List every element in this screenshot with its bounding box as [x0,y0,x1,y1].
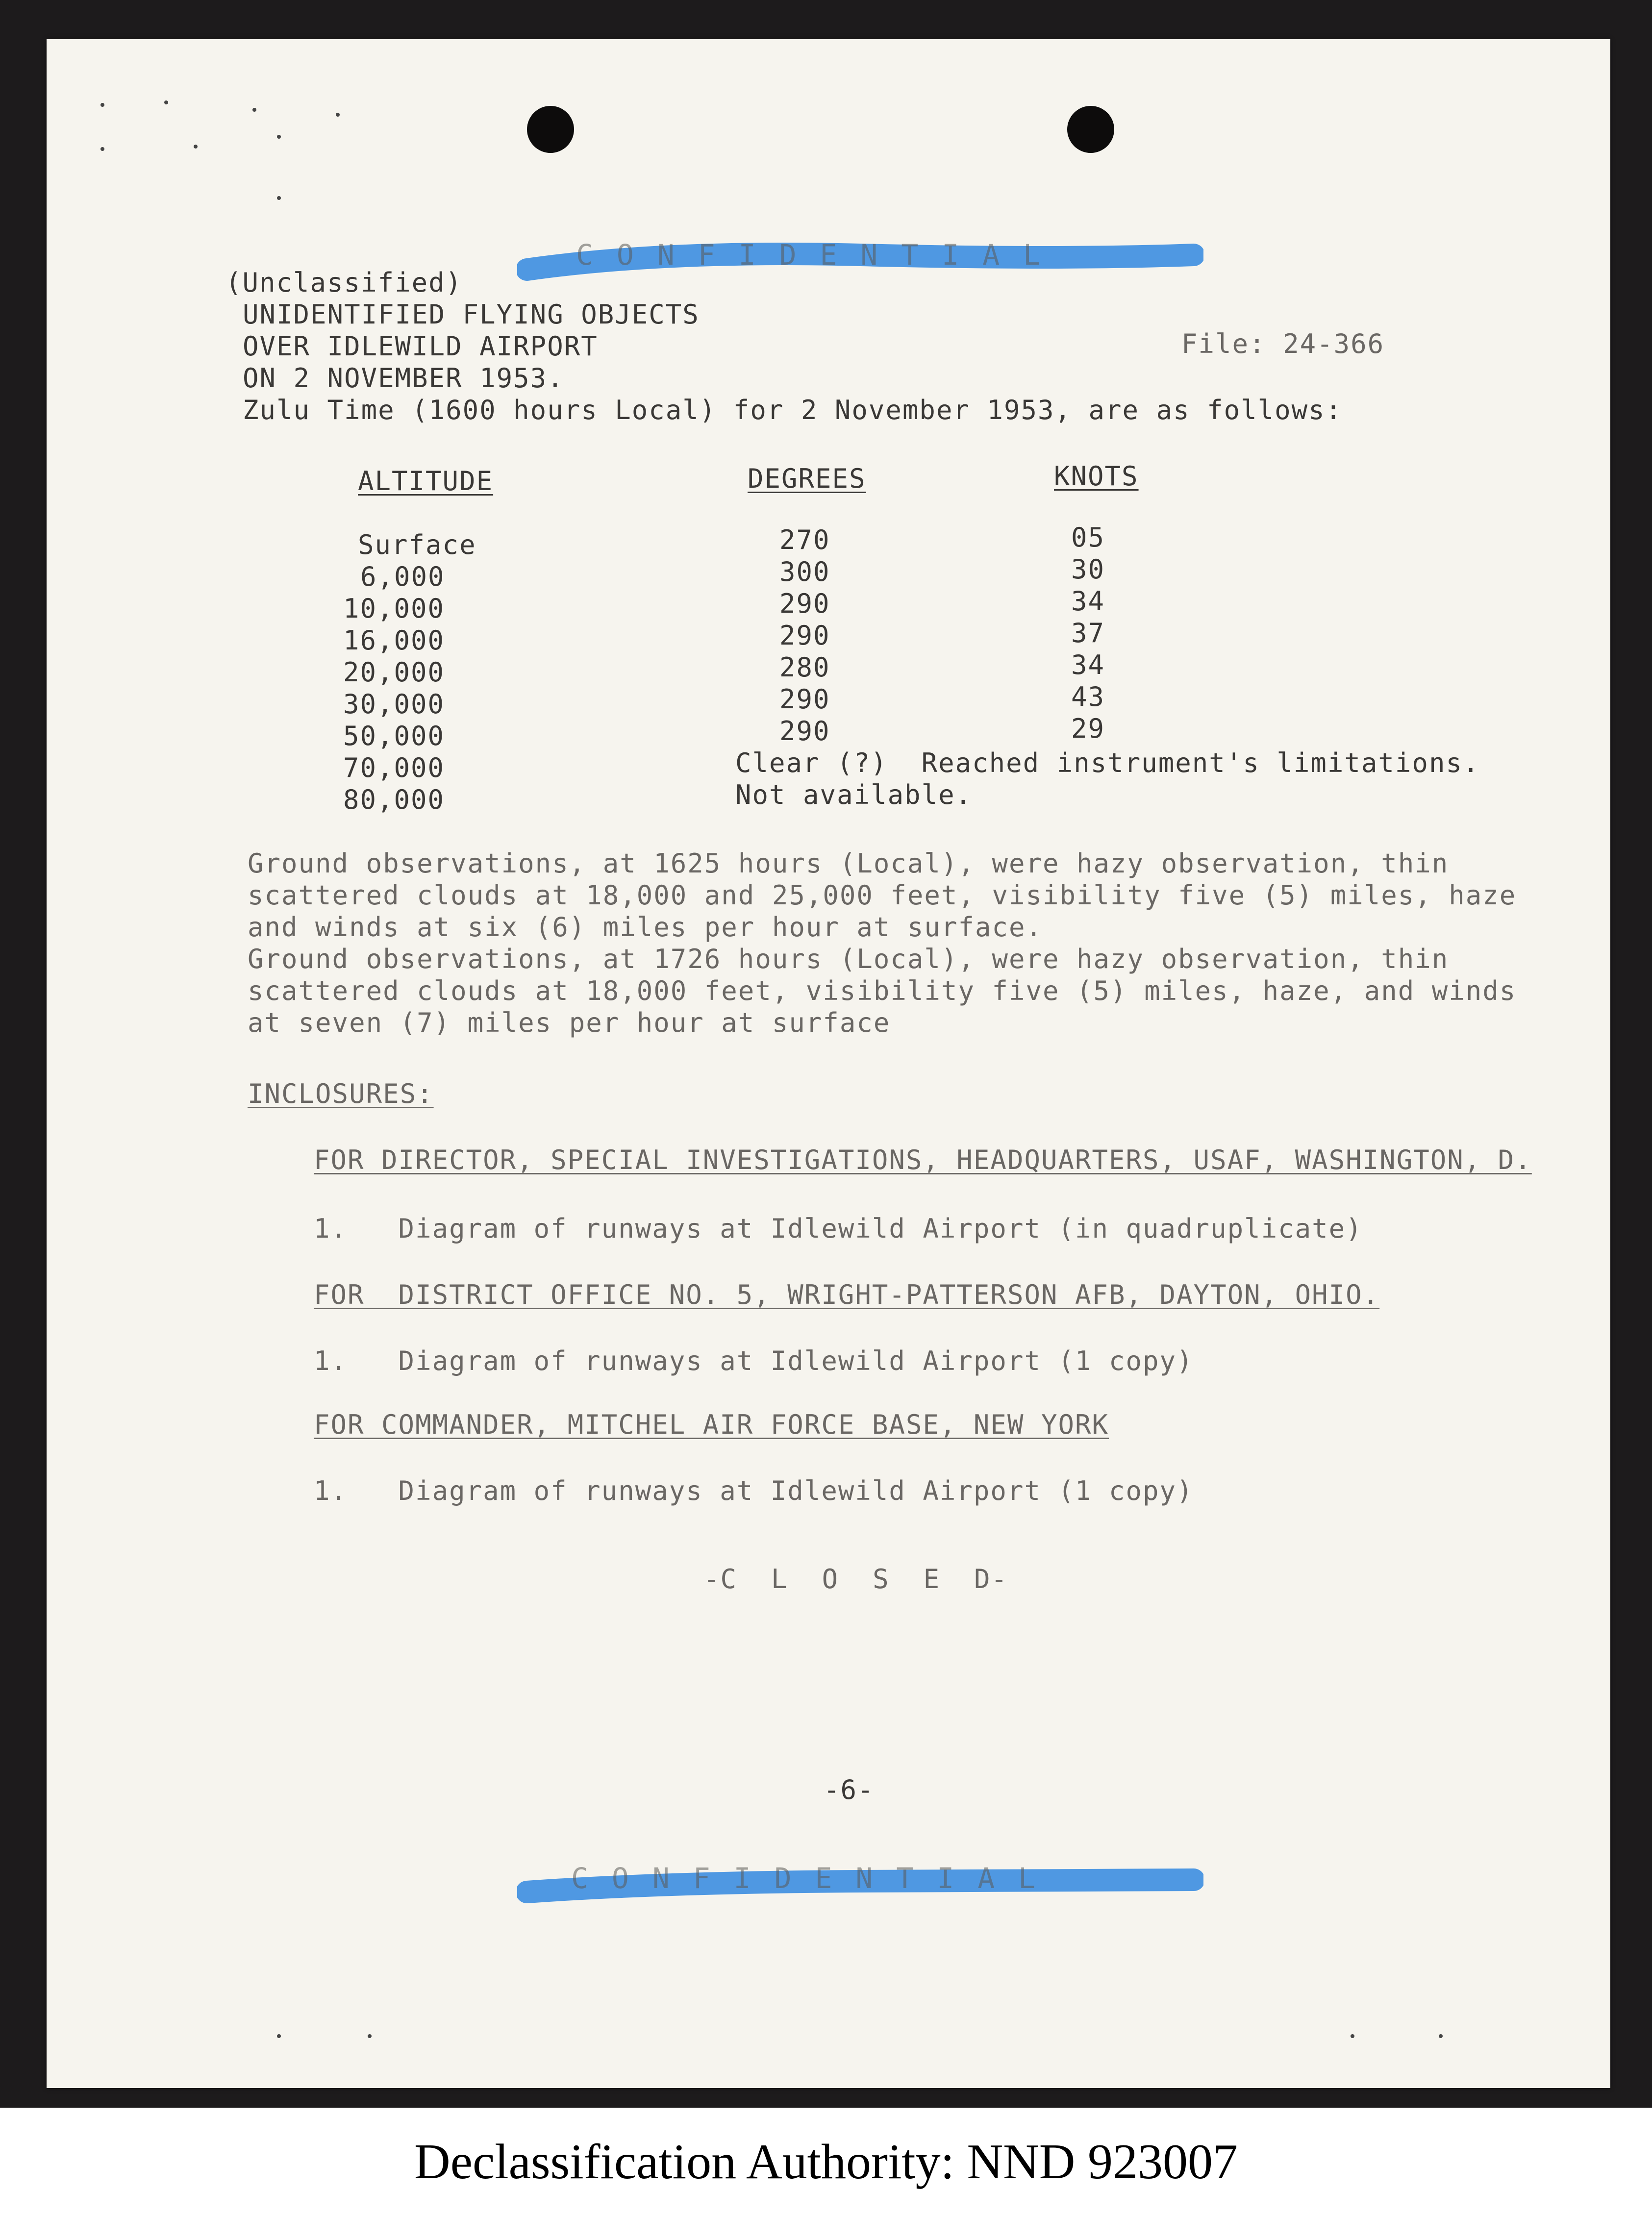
punch-hole [1067,106,1114,153]
header-degrees: DEGREES [748,463,866,494]
inclosure-recipient: FOR DIRECTOR, SPECIAL INVESTIGATIONS, HEADQUARTERS, USAF, WASHINGTON, D. [314,1145,1532,1175]
confidential-stamp-bottom [517,1853,1203,1917]
observation-line: Ground observations, at 1625 hours (Local), were hazy observation, thin [248,848,1449,879]
altitude-cell: 30,000 [343,689,445,720]
paper-speck [164,100,168,104]
knots-cell: 43 [1071,681,1105,712]
altitude-cell: 70,000 [343,752,445,783]
paper-speck [277,196,281,200]
degrees-cell: 270 [779,524,830,555]
knots-cell: 30 [1071,554,1105,585]
subject-line-1: UNIDENTIFIED FLYING OBJECTS [243,299,700,330]
degrees-cell: 300 [779,556,830,587]
inclosure-item: 1. Diagram of runways at Idlewild Airport (1 copy) [314,1475,1194,1506]
paper-speck [100,103,104,107]
degrees-cell: 280 [779,652,830,683]
header-altitude: ALTITUDE [358,466,494,497]
closed-marker: -C L O S E D- [703,1564,1008,1594]
altitude-cell: 80,000 [343,784,445,815]
observation-line: at seven (7) miles per hour at surface [248,1007,891,1038]
classification-label: (Unclassified) [225,267,463,298]
document-page [47,39,1610,2088]
intro-line: Zulu Time (1600 hours Local) for 2 November 1953, are as follows: [243,395,1343,425]
observation-line: Ground observations, at 1726 hours (Local), were hazy observation, thin [248,944,1449,974]
observation-line: scattered clouds at 18,000 feet, visibility five (5) miles, haze, and winds [248,975,1517,1006]
observation-line: and winds at six (6) miles per hour at surface. [248,912,1043,943]
knots-cell: 37 [1071,618,1105,648]
file-number: File: 24-366 [1181,328,1385,359]
altitude-cell: Surface [358,529,476,560]
knots-cell: 34 [1071,649,1105,680]
punch-hole [527,106,574,153]
paper-speck [277,2034,281,2038]
paper-speck [252,108,256,112]
paper-speck [1439,2034,1443,2038]
remark-cell: Not available. [735,779,973,810]
degrees-cell: 290 [779,684,830,715]
page-number: -6- [824,1774,875,1805]
observation-line: scattered clouds at 18,000 and 25,000 feet, visibility five (5) miles, haze [248,880,1517,911]
inclosure-recipient: FOR COMMANDER, MITCHEL AIR FORCE BASE, NEW YORK [314,1409,1109,1440]
paper-speck [368,2034,372,2038]
altitude-cell: 10,000 [343,593,445,624]
stamp-text-bottom: CONFIDENTIAL [571,1862,1059,1895]
degrees-cell: 290 [779,620,830,651]
confidential-stamp-top [517,230,1203,294]
declassification-authority: Declassification Authority: NND 923007 [414,2134,1238,2190]
inclosure-recipient: FOR DISTRICT OFFICE NO. 5, WRIGHT-PATTERSON AFB, DAYTON, OHIO. [314,1279,1380,1310]
subject-line-2: OVER IDLEWILD AIRPORT [243,331,598,362]
knots-cell: 05 [1071,522,1105,553]
knots-cell: 34 [1071,586,1105,617]
header-knots: KNOTS [1054,461,1139,492]
altitude-cell: 50,000 [343,721,445,751]
footer-band [0,2108,1652,2216]
remark-cell: Clear (?) Reached instrument's limitations. [735,747,1480,778]
paper-speck [277,135,281,139]
altitude-cell: 20,000 [343,657,445,688]
altitude-cell: 6,000 [360,561,445,592]
inclosure-item: 1. Diagram of runways at Idlewild Airport (1 copy) [314,1345,1194,1376]
inclosures-heading: INCLOSURES: [248,1078,434,1109]
paper-speck [1351,2034,1354,2038]
paper-speck [336,113,340,117]
subject-line-3: ON 2 NOVEMBER 1953. [243,363,564,394]
degrees-cell: 290 [779,588,830,619]
knots-cell: 29 [1071,713,1105,744]
altitude-cell: 16,000 [343,625,445,656]
paper-speck [100,147,104,151]
paper-speck [194,145,198,149]
inclosure-item: 1. Diagram of runways at Idlewild Airport (in quadruplicate) [314,1213,1363,1244]
degrees-cell: 290 [779,716,830,747]
stamp-text-top: CONFIDENTIAL [576,238,1064,272]
